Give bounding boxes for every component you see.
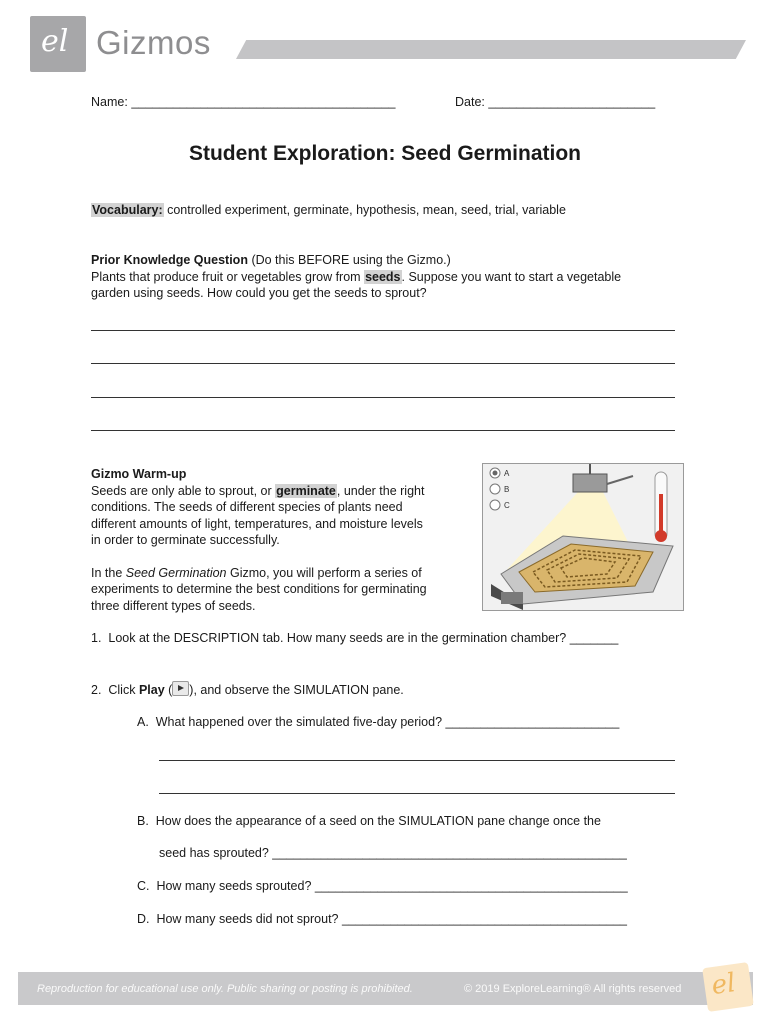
question-1: 1. Look at the DESCRIPTION tab. How many seeds are in the germination chamber? _______: [91, 631, 619, 645]
vocabulary: [91, 202, 566, 219]
prior-knowledge-section: [91, 252, 621, 302]
germination-chamber-image: [482, 463, 684, 611]
prior-knowledge-heading: Prior Knowledge Question: [91, 253, 248, 267]
logo-mark: el: [41, 24, 69, 59]
vocabulary-terms: controlled experiment, germinate, hypothesis, mean, seed, trial, variable: [163, 203, 566, 217]
answer-line[interactable]: [91, 430, 675, 431]
germinate-term: germinate: [276, 483, 336, 498]
date-field[interactable]: [455, 94, 655, 111]
warmup-text: in order to germinate successfully.: [91, 533, 280, 547]
answer-line[interactable]: [159, 793, 675, 794]
answer-line[interactable]: [159, 760, 675, 761]
play-icon: [172, 681, 189, 696]
name-label: Name:: [91, 95, 128, 109]
header-bar: [236, 40, 746, 59]
gizmos-brand: Gizmos: [96, 24, 211, 61]
question-2a: A. What happened over the simulated five-day period? _________________________: [137, 715, 620, 729]
option-label: B: [504, 485, 510, 494]
seeds-term: seeds: [365, 269, 401, 284]
date-label: Date:: [455, 95, 485, 109]
footer-copyright: © 2019 ExploreLearning® All rights reserved: [464, 983, 682, 995]
warmup-section: [91, 466, 427, 614]
germination-chamber-illustration: [483, 464, 683, 610]
name-field[interactable]: [91, 94, 396, 111]
answer-line[interactable]: [91, 397, 675, 398]
prior-knowledge-instruction: (Do this BEFORE using the Gizmo.): [247, 253, 451, 267]
date-blank[interactable]: ________________________: [488, 95, 656, 109]
warmup-text: Gizmo, you will perform a series of: [226, 565, 422, 580]
option-label: C: [504, 501, 510, 510]
warmup-text: , under the right: [336, 483, 425, 498]
footer-disclaimer: Reproduction for educational use only. Public sharing or posting is prohibited.: [37, 983, 413, 995]
footer-logo: [702, 962, 754, 1012]
answer-line[interactable]: [91, 330, 675, 331]
warmup-text: three different types of seeds.: [91, 598, 256, 613]
play-label: Play: [138, 683, 165, 697]
gizmo-name: Seed Germination: [125, 565, 227, 580]
warmup-text: conditions. The seeds of different species of plants need: [91, 500, 403, 514]
vocabulary-label: Vocabulary:: [92, 203, 163, 217]
option-label: A: [504, 469, 510, 478]
question-text: 2. Click: [91, 683, 139, 697]
question-2b-cont: seed has sprouted? ___________________________________________________: [159, 846, 627, 860]
warmup-text: different amounts of light, temperatures, and moisture levels: [91, 516, 423, 531]
question-text: ), and observe the SIMULATION pane.: [189, 683, 404, 697]
explorelearning-logo: [30, 16, 86, 72]
question-2b: B. How does the appearance of a seed on the SIMULATION pane change once the: [137, 814, 601, 828]
question-2c: C. How many seeds sprouted? _____________________________________________: [137, 879, 628, 893]
warmup-text: In the: [91, 565, 126, 580]
question-2d: D. How many seeds did not sprout? _________________________________________: [137, 912, 627, 926]
prior-knowledge-question: garden using seeds. How could you get the seeds to sprout?: [91, 286, 427, 300]
warmup-text: Seeds are only able to sprout, or: [91, 483, 276, 498]
prior-knowledge-text: Plants that produce fruit or vegetables grow from: [91, 269, 365, 284]
prior-knowledge-text: . Suppose you want to start a vegetable: [401, 269, 622, 284]
warmup-text: experiments to determine the best conditions for germinating: [91, 582, 427, 596]
page-title: Student Exploration: Seed Germination: [188, 142, 582, 165]
question-2: [91, 681, 404, 699]
warmup-heading: Gizmo Warm-up: [91, 467, 187, 481]
footer-logo-mark: el: [709, 968, 738, 1002]
question-text: (: [164, 683, 173, 697]
answer-line[interactable]: [91, 363, 675, 364]
name-blank[interactable]: ______________________________________: [131, 95, 396, 109]
